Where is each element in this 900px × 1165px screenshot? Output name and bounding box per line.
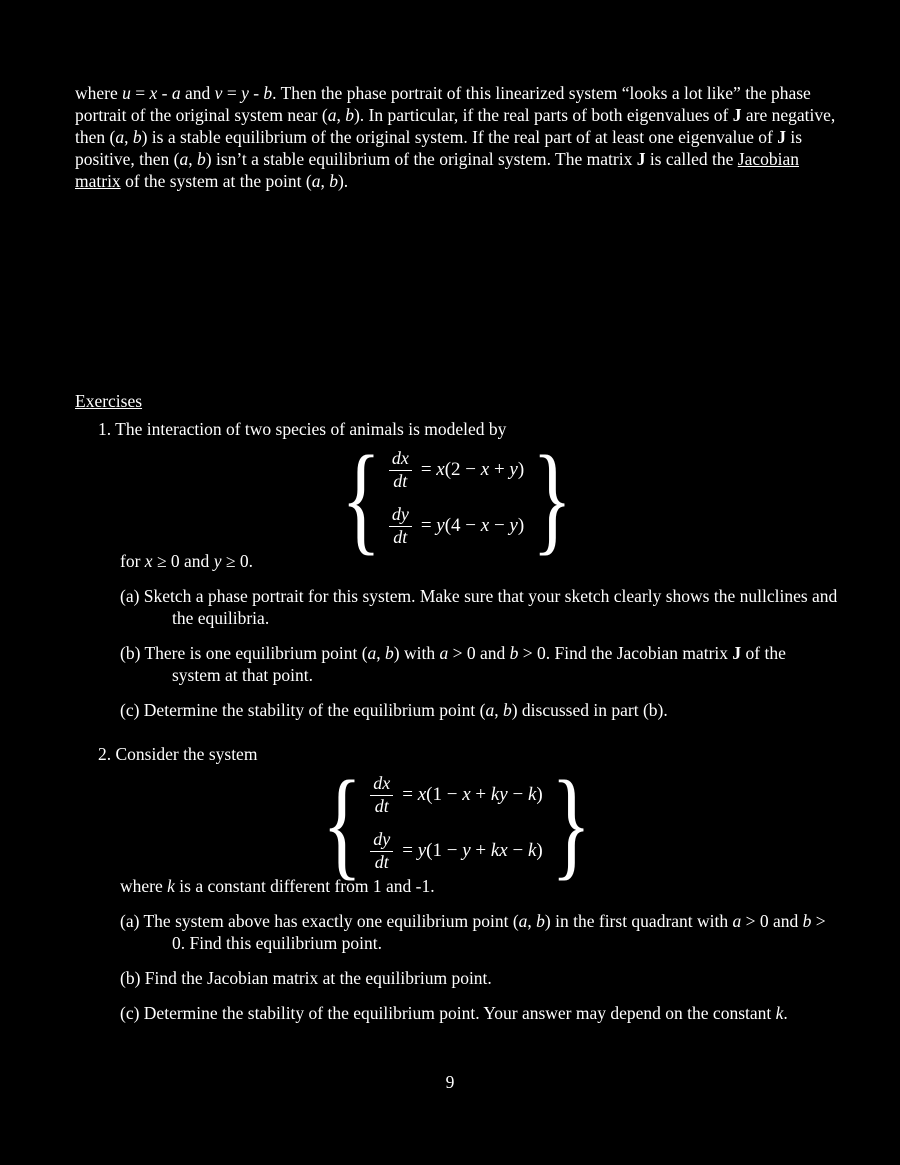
equation-rhs: = y(4 − x − y): [420, 514, 525, 536]
problem-2-lead: 2. Consider the system: [98, 743, 258, 764]
problem-1-part-b: (b) There is one equilibrium point (a, b) with a > 0 and b > 0. Find the Jacobian matrix J of the system at that point.: [120, 642, 786, 685]
right-brace: }: [532, 430, 573, 565]
fraction-denominator: dt: [374, 851, 389, 872]
equation-row: [389, 448, 524, 492]
constant-k-note: where k is a constant different from 1 and -1.: [120, 875, 435, 896]
problem-1-part-a: (a) Sketch a phase portrait for this system. Make sure that your sketch clearly shows the nullclines and the equilibria.: [120, 585, 838, 628]
equation-row: [370, 829, 542, 873]
fraction-numerator: dy: [370, 829, 393, 852]
problem-2-part-c: (c) Determine the stability of the equilibrium point. Your answer may depend on the constant k.: [120, 1002, 788, 1023]
fraction-numerator: dy: [389, 504, 412, 527]
fraction-denominator: dt: [374, 795, 389, 816]
equation-row: [370, 773, 542, 817]
problem-2-part-a: (a) The system above has exactly one equilibrium point (a, b) in the first quadrant with a > 0 and b > 0. Find this equilibrium point.: [120, 910, 826, 953]
left-brace: {: [322, 755, 363, 890]
equation-rhs: = y(1 − y + kx − k): [402, 839, 543, 861]
problem-2-part-b: (b) Find the Jacobian matrix at the equilibrium point.: [120, 967, 492, 988]
left-brace: {: [340, 430, 381, 565]
problem-1: [75, 418, 838, 721]
intro-paragraph: where u = x - a and v = y - b. Then the phase portrait of this linearized system “looks a lot like” the phase portrait of the original system near (a, b). In particular, if the real parts of both eigenvalues of J are negative, then (a, b) is a stable equilibrium of the original system. If the real part of at least one eigenvalue of J is positive, then (a, b) isn’t a stable equilibrium of the original system. The matrix J is called the Jacobian matrix of the system at the point (a, b).: [75, 82, 836, 191]
equation-rhs: = x(2 − x + y): [420, 458, 525, 480]
equation-stack: [370, 773, 542, 873]
problem-1-lead: 1. The interaction of two species of animals is modeled by: [98, 418, 507, 439]
problem-1-part-c: (c) Determine the stability of the equilibrium point (a, b) discussed in part (b).: [120, 699, 668, 720]
exercises-heading: Exercises: [75, 390, 143, 411]
domain-constraint-note: for x ≥ 0 and y ≥ 0.: [120, 550, 253, 571]
fraction-numerator: dx: [370, 773, 393, 796]
page-number: 9: [445, 1072, 455, 1092]
fraction-denominator: dt: [393, 526, 408, 547]
problem-2: [75, 743, 838, 1024]
equation-row: [389, 504, 524, 548]
right-brace: }: [550, 755, 591, 890]
equation-stack: [389, 448, 524, 548]
fraction-numerator: dx: [389, 448, 412, 471]
fraction-denominator: dt: [393, 470, 408, 491]
fraction-dy-dt: [389, 504, 412, 548]
fraction-dx-dt: [389, 448, 412, 492]
fraction-dx-dt: [370, 773, 393, 817]
equation-rhs: = x(1 − x + ky − k): [402, 783, 543, 805]
fraction-dy-dt: [370, 829, 393, 873]
